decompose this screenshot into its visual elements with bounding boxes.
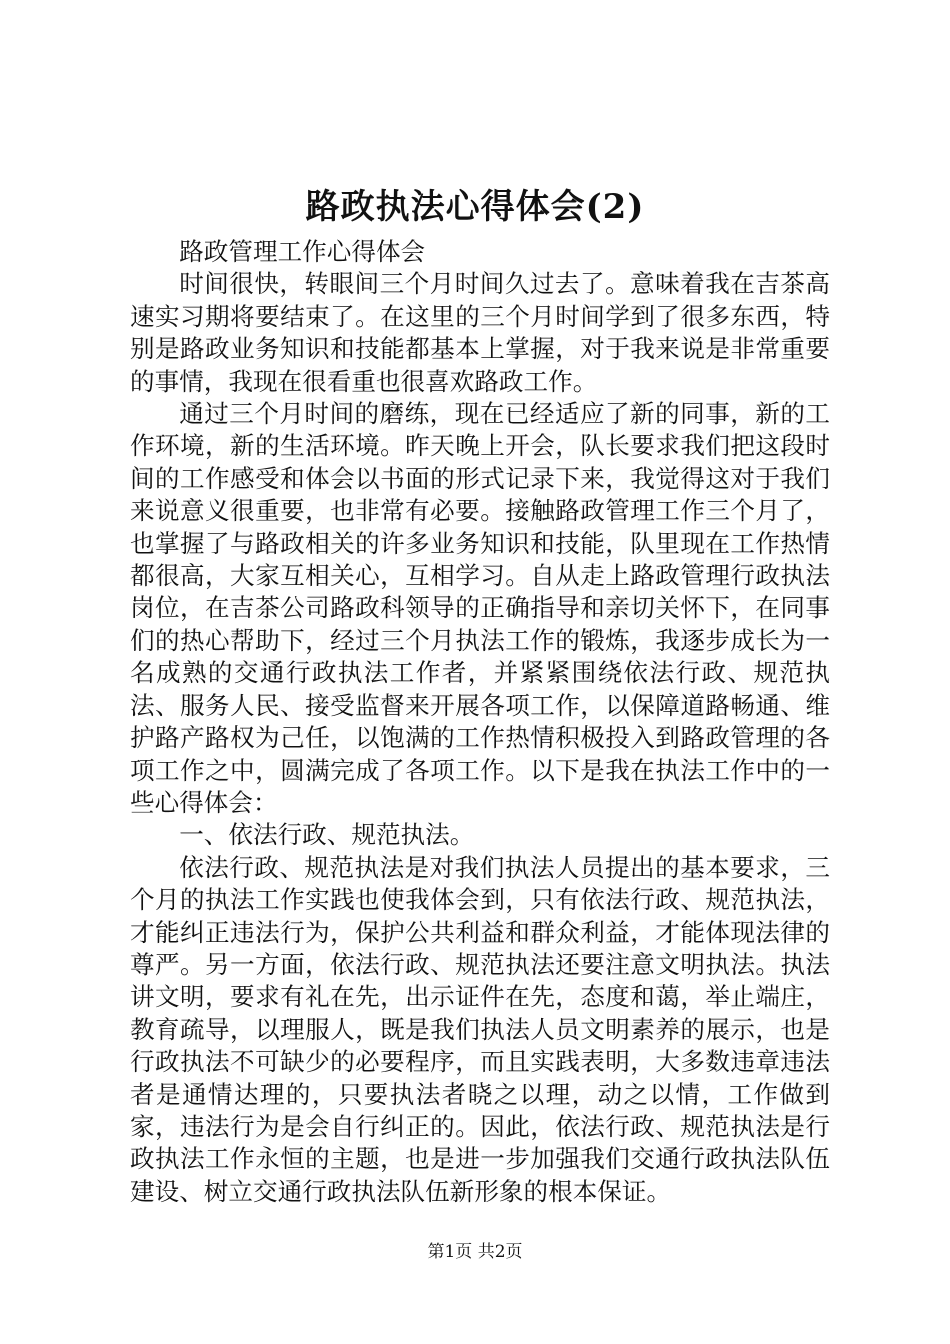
document-title: 路政执法心得体会(2) — [305, 187, 645, 227]
paragraph: 依法行政、规范执法是对我们执法人员提出的基本要求，三个月的执法工作实践也使我体会到，只有依法行政、规范执法，才能纠正违法行为，保护公共利益和群众利益，才能体现法律的尊严。另一方面，依法行政、规范执法还要注意文明执法。执法讲文明，要求有礼在先，出示证件在先，态度和蔼，举止端庄，教育疏导，以理服人，既是我们执法人员文明素养的展示，也是行政执法不可缺少的必要程序，而且实践表明，大多数违章违法者是通情达理的，只要执法者晓之以理，动之以情，工作做到家，违法行为是会自行纠正的。因此，依法行政、规范执法是行政执法工作永恒的主题，也是进一步加强我们交通行政执法队伍建设、树立交通行政执法队伍新形象的根本保证。 — [130, 852, 830, 1206]
paragraph-heading: 路政管理工作心得体会 — [179, 237, 426, 266]
document-body — [130, 236, 830, 1208]
page-footer: 第1页 共2页 — [427, 1242, 523, 1262]
paragraph: 通过三个月时间的磨练，现在已经适应了新的同事，新的工作环境，新的生活环境。昨天晚上开会，队长要求我们把这段时间的工作感受和体会以书面的形式记录下来，我觉得这对于我们来说意义很重要，也非常有必要。接触路政管理工作三个月了，也掌握了与路政相关的许多业务知识和技能，队里现在工作热情都很高，大家互相关心，互相学习。自从走上路政管理行政执法岗位，在吉茶公司路政科领导的正确指导和亲切关怀下，在同事们的热心帮助下，经过三个月执法工作的锻炼，我逐步成长为一名成熟的交通行政执法工作者，并紧紧围绕依法行政、规范执法、服务人民、接受监督来开展各项工作，以保障道路畅通、维护路产路权为己任，以饱满的工作热情积极投入到路政管理的各项工作之中，圆满完成了各项工作。以下是我在执法工作中的一些心得体会： — [130, 399, 830, 817]
section-heading: 一、依法行政、规范执法。 — [179, 820, 475, 850]
paragraph: 时间很快，转眼间三个月时间久过去了。意味着我在吉茶高速实习期将要结束了。在这里的三个月时间学到了很多东西，特别是路政业务知识和技能都基本上掌握，对于我来说是非常重要的事情，我现在很看重也很喜欢路政工作。 — [130, 269, 830, 396]
